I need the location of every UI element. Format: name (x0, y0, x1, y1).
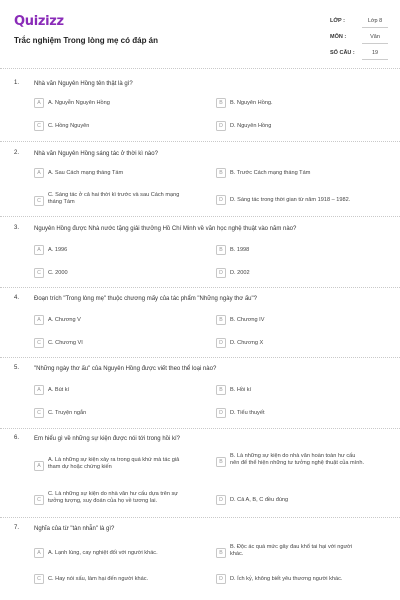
option-letter-badge: C (34, 495, 44, 505)
option-text: A. Bút kí (48, 386, 70, 393)
option-letter-badge: B (216, 457, 226, 467)
question-text: Đoạn trích "Trong lòng mẹ" thuộc chương mấy của tác phẩm "Những ngày thơ ấu"? (34, 296, 257, 302)
option-text: D. Sáng tác trong thời gian từ năm 1918 – 1982. (230, 196, 351, 203)
option-letter-badge: C (34, 574, 44, 584)
option-text: A. Sau Cách mạng tháng Tám (48, 169, 124, 176)
answer-option-a[interactable] (34, 168, 210, 180)
worksheet-meta (330, 14, 388, 62)
answer-option-d[interactable] (216, 408, 386, 420)
answer-option-b[interactable] (216, 544, 366, 562)
question-text: Nghĩa của từ "tàn nhẫn" là gì? (34, 526, 115, 532)
answer-option-d[interactable] (216, 495, 386, 507)
question-number: 4. (14, 295, 20, 301)
option-text: A. Lạnh lùng, cay nghiệt đối với người khác. (48, 549, 158, 556)
question-text: Em hiểu gì về những sự kiện được nói tới trong hồi kí? (34, 436, 180, 442)
option-letter-badge: A (34, 315, 44, 325)
option-text: D. Ích kỷ, không biết yêu thương người khác. (230, 575, 343, 582)
option-text: C. 2000 (48, 269, 68, 276)
meta-value: 19 (362, 50, 388, 60)
option-text: B. 1998 (230, 246, 250, 253)
option-letter-badge: C (34, 338, 44, 348)
question-text: "Những ngày thơ ấu" của Nguyên Hồng được viết theo thể loại nào? (34, 366, 217, 372)
question-divider (0, 517, 400, 518)
question-number: 2. (14, 150, 20, 156)
answer-option-b[interactable] (216, 98, 386, 110)
answer-option-c[interactable] (34, 192, 184, 210)
option-letter-badge: A (34, 385, 44, 395)
worksheet-header (10, 8, 390, 60)
option-text: B. Nguyên Hồng. (230, 99, 273, 106)
answer-option-d[interactable] (216, 338, 386, 350)
quizizz-logo: Quizizz (14, 14, 64, 29)
answer-option-c[interactable] (34, 408, 210, 420)
answer-option-c[interactable] (34, 121, 210, 133)
option-letter-badge: A (34, 168, 44, 178)
option-letter-badge: C (34, 121, 44, 131)
question-text: Nguyên Hồng được Nhà nước tặng giải thưởng Hồ Chí Minh về văn học nghệ thuật vào năm nào? (34, 226, 297, 232)
option-letter-badge: B (216, 98, 226, 108)
option-letter-badge: D (216, 121, 226, 131)
question-divider (0, 141, 400, 142)
option-text: C. Truyện ngắn (48, 409, 87, 416)
meta-value: Lớp 8 (362, 18, 388, 28)
meta-label: MÔN : (330, 34, 347, 40)
option-letter-badge: B (216, 548, 226, 558)
answer-option-a[interactable] (34, 98, 210, 110)
option-text: D. Chương X (230, 339, 264, 346)
question-divider (0, 357, 400, 358)
option-letter-badge: A (34, 98, 44, 108)
option-text: A. Chương V (48, 316, 81, 323)
option-letter-badge: D (216, 408, 226, 418)
option-text: B. Trước Cách mạng tháng Tám (230, 169, 311, 176)
question-divider (0, 216, 400, 217)
answer-option-b[interactable] (216, 168, 386, 180)
answer-option-b[interactable] (216, 245, 386, 257)
answer-option-b[interactable] (216, 453, 366, 479)
option-letter-badge: D (216, 574, 226, 584)
meta-row-class (330, 14, 388, 30)
answer-option-a[interactable] (34, 385, 210, 397)
option-text: D. Nguyên Hồng (230, 122, 272, 129)
question-number: 7. (14, 525, 20, 531)
option-text: A. 1996 (48, 246, 68, 253)
option-text: A. Là những sự kiện xảy ra trong quá khứ mà tác giả tham dự hoặc chứng kiến (48, 457, 180, 470)
option-letter-badge: C (34, 408, 44, 418)
answer-option-c[interactable] (34, 574, 210, 586)
option-text: B. Là những sự kiện do nhà văn hoàn toàn hư cấu nên để thể hiện những tư tưởng nghệ thuật của mình. (230, 453, 365, 466)
meta-value: Văn (362, 34, 388, 44)
option-letter-badge: D (216, 495, 226, 505)
question-number: 5. (14, 365, 20, 371)
answer-option-c[interactable] (34, 268, 210, 280)
option-letter-badge: D (216, 268, 226, 278)
question-text: Nhà văn Nguyên Hồng sáng tác ở thời kì nào? (34, 151, 158, 157)
option-text: A. Nguyễn Nguyên Hồng (48, 99, 110, 106)
option-text: B. Chương IV (230, 316, 265, 323)
question-number: 3. (14, 225, 20, 231)
option-letter-badge: B (216, 245, 226, 255)
answer-option-d[interactable] (216, 121, 386, 133)
option-letter-badge: B (216, 168, 226, 178)
answer-option-c[interactable] (34, 491, 184, 509)
option-letter-badge: A (34, 548, 44, 558)
option-text: B. Hồi kí (230, 386, 252, 393)
answer-option-d[interactable] (216, 268, 386, 280)
option-text: C. Hay nói xấu, làm hại đến người khác. (48, 575, 149, 582)
option-text: D. 2002 (230, 269, 250, 276)
option-text: C. Sáng tác ở cả hai thời kì trước và sau Cách mạng tháng Tám (48, 192, 180, 205)
question-number: 1. (14, 80, 20, 86)
answer-option-b[interactable] (216, 315, 386, 327)
option-letter-badge: D (216, 338, 226, 348)
option-text: B. Độc ác quá mức gây đau khổ tai hại với người khác. (230, 544, 353, 557)
meta-label: LỚP : (330, 18, 345, 24)
header-divider (0, 68, 400, 69)
option-letter-badge: B (216, 385, 226, 395)
option-text: C. Là những sự kiện do nhà văn hư cấu dựa trên sự tưởng tượng, suy đoán của họ về tương lai. (48, 491, 179, 504)
answer-option-d[interactable] (216, 195, 386, 207)
answer-option-c[interactable] (34, 338, 210, 350)
answer-option-d[interactable] (216, 574, 386, 586)
meta-row-subject (330, 30, 388, 46)
option-text: C. Hồng Nguyên (48, 122, 90, 129)
question-divider (0, 287, 400, 288)
option-letter-badge: C (34, 268, 44, 278)
question-number: 6. (14, 435, 20, 441)
answer-option-a[interactable] (34, 548, 210, 560)
meta-row-count (330, 46, 388, 62)
answer-option-b[interactable] (216, 385, 386, 397)
option-text: C. Chương VI (48, 339, 83, 346)
meta-label: SỐ CÂU : (330, 50, 355, 56)
option-text: D. Tiểu thuyết (230, 409, 265, 416)
option-text: D. Cả A, B, C đều đúng (230, 496, 289, 503)
question-text: Nhà văn Nguyên Hồng tên thật là gì? (34, 81, 133, 87)
answer-option-a[interactable] (34, 315, 210, 327)
question-divider (0, 428, 400, 429)
option-letter-badge: B (216, 315, 226, 325)
answer-option-a[interactable] (34, 457, 184, 475)
option-letter-badge: A (34, 461, 44, 471)
option-letter-badge: C (34, 196, 44, 206)
worksheet-title: Trắc nghiệm Trong lòng mẹ có đáp án (14, 36, 159, 45)
option-letter-badge: A (34, 245, 44, 255)
answer-option-a[interactable] (34, 245, 210, 257)
option-letter-badge: D (216, 195, 226, 205)
